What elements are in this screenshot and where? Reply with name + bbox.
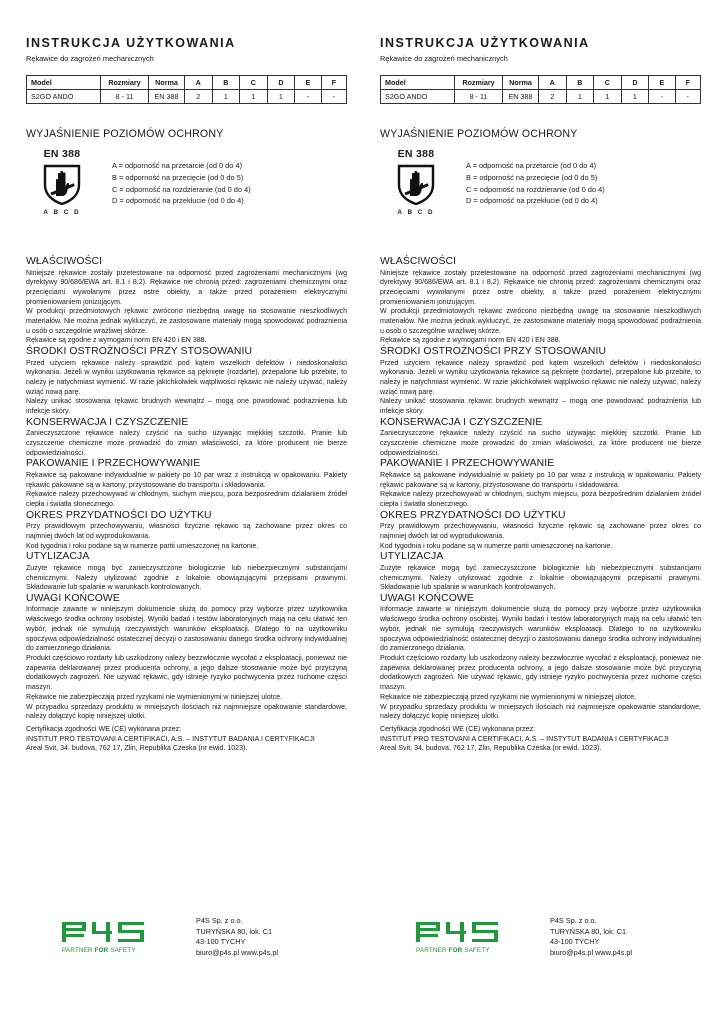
- section-heading: UWAGI KOŃCOWE: [26, 592, 120, 604]
- section-properties: [380, 256, 701, 346]
- logo-tagline: [62, 947, 146, 954]
- table-cell: 8 - 11: [101, 90, 149, 104]
- table-header-row: [381, 76, 701, 90]
- table-cell: -: [675, 90, 700, 104]
- section-paragraph: Informacje zawarte w niniejszym dokumencie służą do pomocy przy wyborze przez użytkownika właściwego środka ochrony osobistej. Wyniki badań i testów laboratoryjnych mają na celu ułatwić ten wybór, jednak nie symulują rzeczywistych warunków eksploatacji. Dlatego to na użytkowniku spoczywa odpowiedzialność ostatecznej decyzji o zastosowaniu danego środka ochrony indywidualnej do zamierzonego działania.: [380, 606, 701, 653]
- section-paragraph: Przed użyciem rękawice należy sprawdzić pod kątem wszelkich defektów i niedoskonałości wykonania. Jeżeli w wyniku użytkowania rękawice są pęknięte (rozdarte), przepalone lub przebite, to należy je natychmiast wymienić. W razie jakichkolwiek wątpliwości rękawic nie należy używać, należy wziąć nową parę.: [380, 359, 701, 396]
- section-heading: UTYLIZACJA: [26, 551, 90, 563]
- section-paragraph: Kod tygodnia i roku podane są w numerze partii umieszczonej na kartonie.: [26, 542, 259, 550]
- section-heading: KONSERWACJA I CZYSZCZENIE: [26, 416, 189, 428]
- section-paragraph: Rękawice należy przechowywać w chłodnym, suchym miejscu, poza bezpośrednim działaniem źródeł ciepła i światła słonecznego.: [26, 491, 347, 509]
- section-heading: ŚRODKI OSTROŻNOŚCI PRZY STOSOWANIU: [26, 346, 253, 358]
- en388-label: EN 388: [397, 148, 435, 160]
- table-cell: 1: [240, 90, 268, 104]
- table-header: F: [321, 76, 346, 90]
- table-header: Rozmiary: [101, 76, 149, 90]
- section-shelf-life: [380, 510, 701, 552]
- table-header: Model: [27, 76, 101, 90]
- table-row: [27, 90, 347, 104]
- section-paragraph: W przypadku sprzedaży produktu w mniejszych ilościach niż najmniejsze opakowanie standardowe, należy dołączyć kopię niniejszej ulotki.: [26, 703, 347, 721]
- table-header: B: [566, 76, 594, 90]
- section-paragraph: Rękawice są zgodne z wymogami norm EN 420 i EN 388.: [380, 337, 561, 345]
- section-paragraph: Rękawice są zgodne z wymogami norm EN 420 i EN 388.: [26, 337, 207, 345]
- table-header: B: [212, 76, 240, 90]
- table-header-row: [27, 76, 347, 90]
- p4s-logo: [416, 920, 500, 954]
- table-cell: 2: [539, 90, 567, 104]
- table-header: A: [185, 76, 213, 90]
- section-paragraph: Niniejsze rękawice zostały przetestowane na odporność przed zagrożeniami mechanicznymi (wg dyrektywy 90/686/EWA art. 8.1 i 8.2). Rękawice nie chronią przed: zagrożeniami chemicznymi oraz przecięciami wywołanymi przez ostre obiekty, a także przed porażeniem elektrycznymi promieniowaniem jonizującym.: [26, 269, 347, 306]
- tagline-part: SAFETY: [108, 947, 136, 954]
- address-line: TURYŃSKA 80, lok. C1: [196, 926, 273, 936]
- section-paragraph: Areal Svit, 34. budova, 762 17, Zlin, Republika Czeska (nr ewid. 1023).: [380, 745, 602, 753]
- section-heading: PAKOWANIE I PRZECHOWYWANIE: [380, 458, 555, 470]
- section-packaging: [26, 458, 347, 509]
- tagline-part: FOR: [448, 947, 463, 954]
- table-cell: S2GO ANDO: [27, 90, 101, 104]
- section-paragraph: Rękawice są pakowane indywidualnie w pakiety po 10 par wraz z instrukcją w opakowaniu. Pakiety rękawic pakowane są w kartony, przystosowane do transportu i składowania.: [380, 471, 701, 489]
- table-header: Model: [381, 76, 455, 90]
- section-heading: OKRES PRZYDATNOŚCI DO UŻYTKU: [380, 509, 566, 521]
- levels-heading: WYJAŚNIENIE POZIOMÓW OCHRONY: [26, 128, 224, 140]
- table-header: D: [621, 76, 649, 90]
- section-paragraph: Certyfikacja zgodności WE (CE) wykonana przez:: [380, 725, 536, 733]
- table-cell: 1: [594, 90, 622, 104]
- section-paragraph: Certyfikacja zgodności WE (CE) wykonana przez:: [26, 725, 182, 733]
- protective-glove-shield-icon: [396, 163, 436, 205]
- en388-badge: [392, 148, 440, 217]
- address-line: 43-100 TYCHY: [550, 937, 600, 947]
- table-cell: 1: [621, 90, 649, 104]
- table-cell: EN 388: [503, 90, 539, 104]
- table-header: E: [295, 76, 321, 90]
- section-shelf-life: [26, 510, 347, 552]
- section-paragraph: Produkt częściowo rozdarty lub uszkodzony należy bezzwłocznie wycofać z eksploatacji, ponieważ nie zapewnia deklarowanej przez producenta ochrony, a jego dalsze stosowanie może być przyczyną dodatkowych zagrożeń. Nie używać rękawic, gdy istnieje ryzyko pochwycenia przez ruchome części maszyn.: [380, 655, 701, 692]
- section-paragraph: W produkcji przedmiotowych rękawic zwrócono niezbędną uwagę na stosowanie nieszkodliwych materiałów. Nie można jednak wykluczyć, że zastosowane materiały mogą spowodować podrażnienia u osób o szczególnie wrażliwej skórze.: [380, 308, 701, 335]
- footer-right: [416, 916, 725, 964]
- table-header: E: [649, 76, 675, 90]
- doc-title: INSTRUKCJA UŻYTKOWANIA: [380, 36, 590, 50]
- list-item: C = odporność na rozdzieranie (od 0 do 4): [112, 184, 251, 194]
- section-maintenance: [380, 417, 701, 459]
- tagline-part: PARTNER: [62, 947, 95, 954]
- instruction-column-right: [380, 36, 701, 754]
- table-header: C: [594, 76, 622, 90]
- p4s-logo-icon: [416, 920, 500, 944]
- address-line: biuro@p4s.pl www.p4s.pl: [196, 947, 279, 957]
- table-cell: 1: [212, 90, 240, 104]
- company-address: [550, 916, 632, 958]
- section-heading: ŚRODKI OSTROŻNOŚCI PRZY STOSOWANIU: [380, 346, 607, 358]
- section-final-notes: [26, 593, 347, 754]
- protection-levels: [380, 148, 701, 256]
- section-precautions: [26, 346, 347, 417]
- levels-heading: WYJAŚNIENIE POZIOMÓW OCHRONY: [380, 128, 578, 140]
- table-cell: 1: [566, 90, 594, 104]
- table-cell: -: [321, 90, 346, 104]
- section-heading: KONSERWACJA I CZYSZCZENIE: [380, 416, 543, 428]
- level-list: [466, 160, 605, 207]
- section-heading: WŁAŚCIWOŚCI: [380, 256, 457, 267]
- section-paragraph: Zużyte rękawice mogą być zanieczyszczone biologicznie lub niebezpiecznymi substancjami chemicznymi. Należy utylizować zgodnie z lokalnie obowiązującymi przepisami prawnymi. Składowanie lub spalanie w warunkach kontrolowanych.: [380, 564, 701, 592]
- p4s-logo: [62, 920, 146, 954]
- section-paragraph: Należy unikać stosowania rękawic brudnych wewnątrz – mogą one powodować podrażnienia lub infekcje skóry.: [26, 398, 347, 416]
- sections: [26, 256, 347, 754]
- section-heading: OKRES PRZYDATNOŚCI DO UŻYTKU: [26, 509, 212, 521]
- list-item: A = odporność na przetarcie (od 0 do 4): [466, 161, 597, 170]
- section-paragraph: Rękawice należy przechowywać w chłodnym, suchym miejscu, poza bezpośrednim działaniem źródeł ciepła i światła słonecznego.: [380, 491, 701, 509]
- table-cell: 2: [185, 90, 213, 104]
- table-cell: S2GO ANDO: [381, 90, 455, 104]
- section-paragraph: INSTITUT PRO TESTOVANI A CERTIFIKACI, A.S. – INSTYTUT BADANIA I CERTYFIKACJI: [380, 735, 669, 743]
- doc-subtitle: Rękawice do zagrożeń mechanicznych: [26, 54, 154, 63]
- table-header: A: [539, 76, 567, 90]
- section-heading: WŁAŚCIWOŚCI: [26, 256, 103, 267]
- table-cell: -: [295, 90, 321, 104]
- instruction-column-left: [26, 36, 347, 754]
- section-final-notes: [380, 593, 701, 754]
- address-line: P4S Sp. z o.o.: [196, 916, 243, 925]
- table-header: Rozmiary: [455, 76, 503, 90]
- footer-left: [62, 916, 392, 964]
- section-paragraph: Należy unikać stosowania rękawic brudnych wewnątrz – mogą one powodować podrażnienia lub infekcje skóry.: [380, 398, 701, 416]
- logo-tagline: [416, 947, 500, 954]
- product-spec-table: [380, 75, 701, 104]
- table-header: D: [267, 76, 295, 90]
- list-item: D = odporność na przekłucie (od 0 do 4): [466, 196, 598, 206]
- section-paragraph: Zanieczyszczone rękawice należy czyścić na sucho używając miękkiej szczotki. Pranie lub czyszczenie chemiczne może prowadzić do zmian właściwości, za które producent nie bierze odpowiedzialności.: [26, 430, 347, 457]
- section-paragraph: W przypadku sprzedaży produktu w mniejszych ilościach niż najmniejsze opakowanie standardowe, należy dołączyć kopię niniejszej ulotki.: [380, 703, 701, 721]
- list-item: B = odporność na przecięcie (od 0 do 5): [466, 172, 598, 182]
- section-paragraph: Zużyte rękawice mogą być zanieczyszczone biologicznie lub niebezpiecznymi substancjami chemicznymi. Należy utylizować zgodnie z lokalnie obowiązującymi przepisami prawnymi. Składowanie lub spalanie w warunkach kontrolowanych.: [26, 564, 347, 592]
- section-paragraph: Produkt częściowo rozdarty lub uszkodzony należy bezzwłocznie wycofać z eksploatacji, ponieważ nie zapewnia deklarowanej przez producenta ochrony, a jego dalsze stosowanie może być przyczyną dodatkowych zagrożeń. Nie używać rękawic, gdy istnieje ryzyko pochwycenia przez ruchome części maszyn.: [26, 655, 347, 692]
- section-paragraph: INSTITUT PRO TESTOVANI A CERTIFIKACI, A.S. – INSTYTUT BADANIA I CERTYFIKACJI: [26, 735, 315, 743]
- section-precautions: [380, 346, 701, 417]
- p4s-logo-icon: [62, 920, 146, 944]
- section-paragraph: Przy prawidłowym przechowywaniu, własności fizyczne rękawic są zachowane przez okres co najmniej dwóch lat od wyprodukowania.: [26, 523, 347, 540]
- section-disposal: [26, 551, 347, 593]
- section-maintenance: [26, 417, 347, 459]
- tagline-part: SAFETY: [462, 947, 490, 954]
- table-cell: 1: [267, 90, 295, 104]
- doc-subtitle: Rękawice do zagrożeń mechanicznych: [380, 54, 508, 63]
- table-cell: -: [649, 90, 675, 104]
- list-item: B = odporność na przecięcie (od 0 do 5): [112, 172, 244, 182]
- section-paragraph: Areal Svit, 34. budova, 762 17, Zlin, Republika Czeska (nr ewid. 1023).: [26, 745, 248, 753]
- address-line: 43-100 TYCHY: [196, 937, 246, 947]
- list-item: D = odporność na przekłucie (od 0 do 4): [112, 196, 244, 206]
- abcd-letters: A B C D: [397, 209, 435, 216]
- section-paragraph: Przed użyciem rękawice należy sprawdzić pod kątem wszelkich defektów i niedoskonałości wykonania. Jeżeli w wyniku użytkowania rękawice są pęknięte (rozdarte), przepalone lub przebite, to należy je natychmiast wymienić. W razie jakichkolwiek wątpliwości rękawic nie należy używać, należy wziąć nową parę.: [26, 359, 347, 396]
- section-paragraph: Rękawice nie zabezpieczają przed ryzykami nie wymienionymi w niniejszej ulotce.: [26, 693, 283, 701]
- section-paragraph: Niniejsze rękawice zostały przetestowane na odporność przed zagrożeniami mechanicznymi (wg dyrektywy 90/686/EWA art. 8.1 i 8.2). Rękawice nie chronią przed: zagrożeniami chemicznymi oraz przecięciami wywołanymi przez ostre obiekty, a także przed porażeniem elektrycznymi promieniowaniem jonizującym.: [380, 269, 701, 306]
- list-item: C = odporność na rozdzieranie (od 0 do 4): [466, 184, 605, 194]
- doc-title: INSTRUKCJA UŻYTKOWANIA: [26, 36, 236, 50]
- table-cell: EN 388: [149, 90, 185, 104]
- section-disposal: [380, 551, 701, 593]
- section-paragraph: W produkcji przedmiotowych rękawic zwrócono niezbędną uwagę na stosowanie nieszkodliwych materiałów. Nie można jednak wykluczyć, że zastosowane materiały mogą spowodować podrażnienia u osób o szczególnie wrażliwej skórze.: [26, 308, 347, 335]
- table-header: Norma: [503, 76, 539, 90]
- table-row: [381, 90, 701, 104]
- abcd-letters: A B C D: [43, 209, 81, 216]
- table-header: Norma: [149, 76, 185, 90]
- level-list: [112, 160, 251, 207]
- table-header: C: [240, 76, 268, 90]
- section-paragraph: Zanieczyszczone rękawice należy czyścić na sucho używając miękkiej szczotki. Pranie lub czyszczenie chemiczne może prowadzić do zmian właściwości, za które producent nie bierze odpowiedzialności.: [380, 430, 701, 457]
- section-paragraph: Kod tygodnia i roku podane są w numerze partii umieszczonej na kartonie.: [380, 542, 613, 550]
- address-line: TURYŃSKA 80, lok. C1: [550, 926, 627, 936]
- section-heading: UWAGI KOŃCOWE: [380, 592, 474, 604]
- tagline-part: FOR: [94, 947, 109, 954]
- tagline-part: PARTNER: [416, 947, 449, 954]
- section-heading: UTYLIZACJA: [380, 551, 444, 563]
- en388-label: EN 388: [43, 148, 81, 160]
- section-paragraph: Rękawice nie zabezpieczają przed ryzykami nie wymienionymi w niniejszej ulotce.: [380, 693, 637, 701]
- table-header: F: [675, 76, 700, 90]
- sections: [380, 256, 701, 754]
- en388-badge: [38, 148, 86, 217]
- protective-glove-shield-icon: [42, 163, 82, 205]
- company-address: [196, 916, 278, 958]
- list-item: A = odporność na przetarcie (od 0 do 4): [112, 161, 243, 170]
- protection-levels: [26, 148, 347, 256]
- section-paragraph: Przy prawidłowym przechowywaniu, własności fizyczne rękawic są zachowane przez okres co najmniej dwóch lat od wyprodukowania.: [380, 523, 701, 540]
- address-line: P4S Sp. z o.o.: [550, 916, 597, 925]
- section-heading: PAKOWANIE I PRZECHOWYWANIE: [26, 458, 201, 470]
- table-cell: 8 - 11: [455, 90, 503, 104]
- address-line: biuro@p4s.pl www.p4s.pl: [550, 947, 633, 957]
- section-paragraph: Informacje zawarte w niniejszym dokumencie służą do pomocy przy wyborze przez użytkownika właściwego środka ochrony osobistej. Wyniki badań i testów laboratoryjnych mają na celu ułatwić ten wybór, jednak nie symulują rzeczywistych warunków eksploatacji. Dlatego to na użytkowniku spoczywa odpowiedzialność ostatecznej decyzji o zastosowaniu danego środka ochrony indywidualnej do zamierzonego działania.: [26, 606, 347, 653]
- section-packaging: [380, 458, 701, 509]
- product-spec-table: [26, 75, 347, 104]
- section-properties: [26, 256, 347, 346]
- section-paragraph: Rękawice są pakowane indywidualnie w pakiety po 10 par wraz z instrukcją w opakowaniu. Pakiety rękawic pakowane są w kartony, przystosowane do transportu i składowania.: [26, 471, 347, 489]
